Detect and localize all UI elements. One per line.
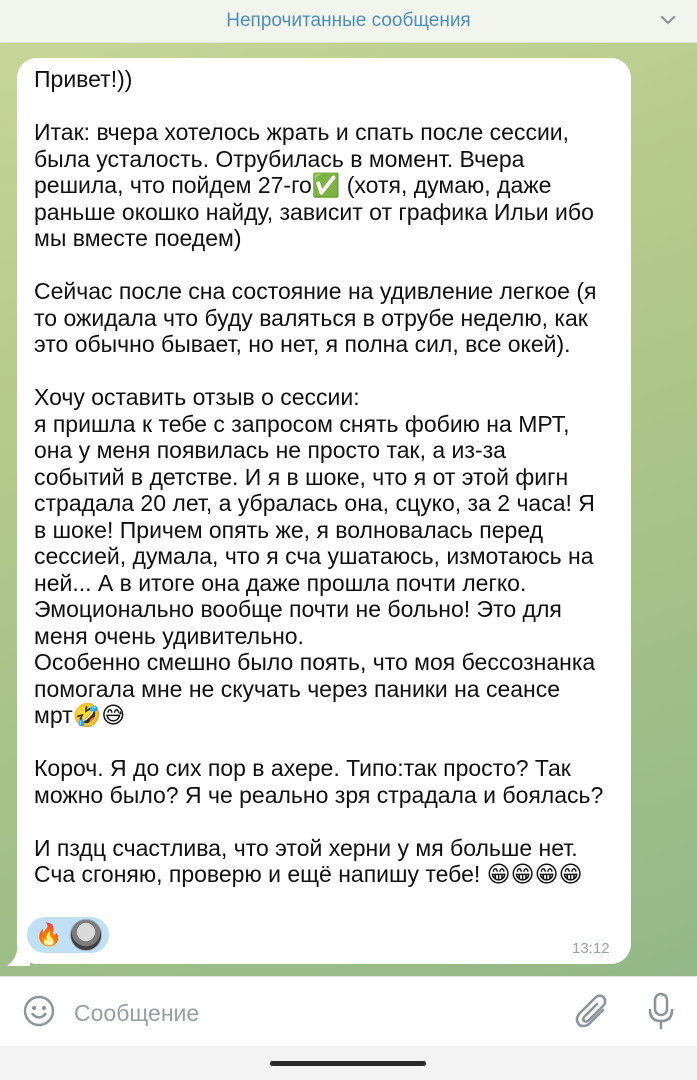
message-paragraph: [34, 93, 615, 120]
message-paragraph: И пздц счастлива, что этой херни у мя больше нет. Сча сгоняю, проверю и ещё напишу тебе! 😁😁😁😁: [34, 834, 583, 887]
system-navigation-bar: [0, 1046, 697, 1080]
message-paragraph: [34, 729, 615, 756]
message-input[interactable]: [72, 997, 556, 1029]
home-gesture-handle[interactable]: [270, 1061, 426, 1066]
fire-reaction-icon: 🔥: [35, 922, 63, 947]
message-paragraph: Хочу оставить отзыв о сессии: я пришла к тебе с запросом снять фобию на МРТ, она у меня появилась не просто так, а из-за событий в детстве. И я в шоке, что я от этой фигн страдала 20 лет, а убралась она, сцуко, за 2 часа! Я в шоке! Причем опять же, я волновалась перед сессией, думала, что я сча ушатаюсь, измотаюсь на ней... А в итоге она даже прошла почти легко. Эмоционально вообще почти не больно! Это для меня очень удивительно. Особенно смешно было поять, что моя бессознанка помогала мне не скучать через паники на сеансе мрт🤣😅: [34, 384, 596, 728]
reactor-avatar: [70, 919, 102, 951]
chevron-down-icon[interactable]: [659, 11, 677, 29]
reaction-badge[interactable]: [27, 917, 109, 953]
message-paragraph: [34, 252, 615, 279]
unread-messages-title: Непрочитанные сообщения: [226, 10, 471, 31]
smile-icon[interactable]: [22, 994, 56, 1028]
paperclip-icon[interactable]: [575, 993, 611, 1031]
message-bubble[interactable]: [17, 58, 631, 964]
message-composer: [0, 976, 697, 1047]
message-paragraph: Короч. Я до сих пор в ахере. Типо:так просто? Так можно было? Я че реально зря страдала и боялась?: [34, 755, 604, 808]
message-paragraph: Привет!)): [34, 66, 133, 92]
message-paragraph: [34, 808, 615, 835]
microphone-icon[interactable]: [645, 991, 677, 1031]
message-paragraph: Сейчас после сна состояние на удивление легкое (я то ожидала что буду валяться в отрубе неделю, как это обычно бывает, но нет, я полна сил, все окей).: [34, 278, 597, 357]
message-paragraph: [34, 358, 615, 385]
message-paragraph: Итак: вчера хотелось жрать и спать после сессии, была усталость. Отрубилась в момент. Вчера решила, что пойдем 27-го✅ (хотя, думаю, даже раньше окошко найду, зависит от графика Ильи ибо мы вместе поедем): [34, 119, 594, 251]
unread-messages-bar[interactable]: [0, 0, 697, 43]
message-timestamp: 13:12: [572, 940, 610, 957]
